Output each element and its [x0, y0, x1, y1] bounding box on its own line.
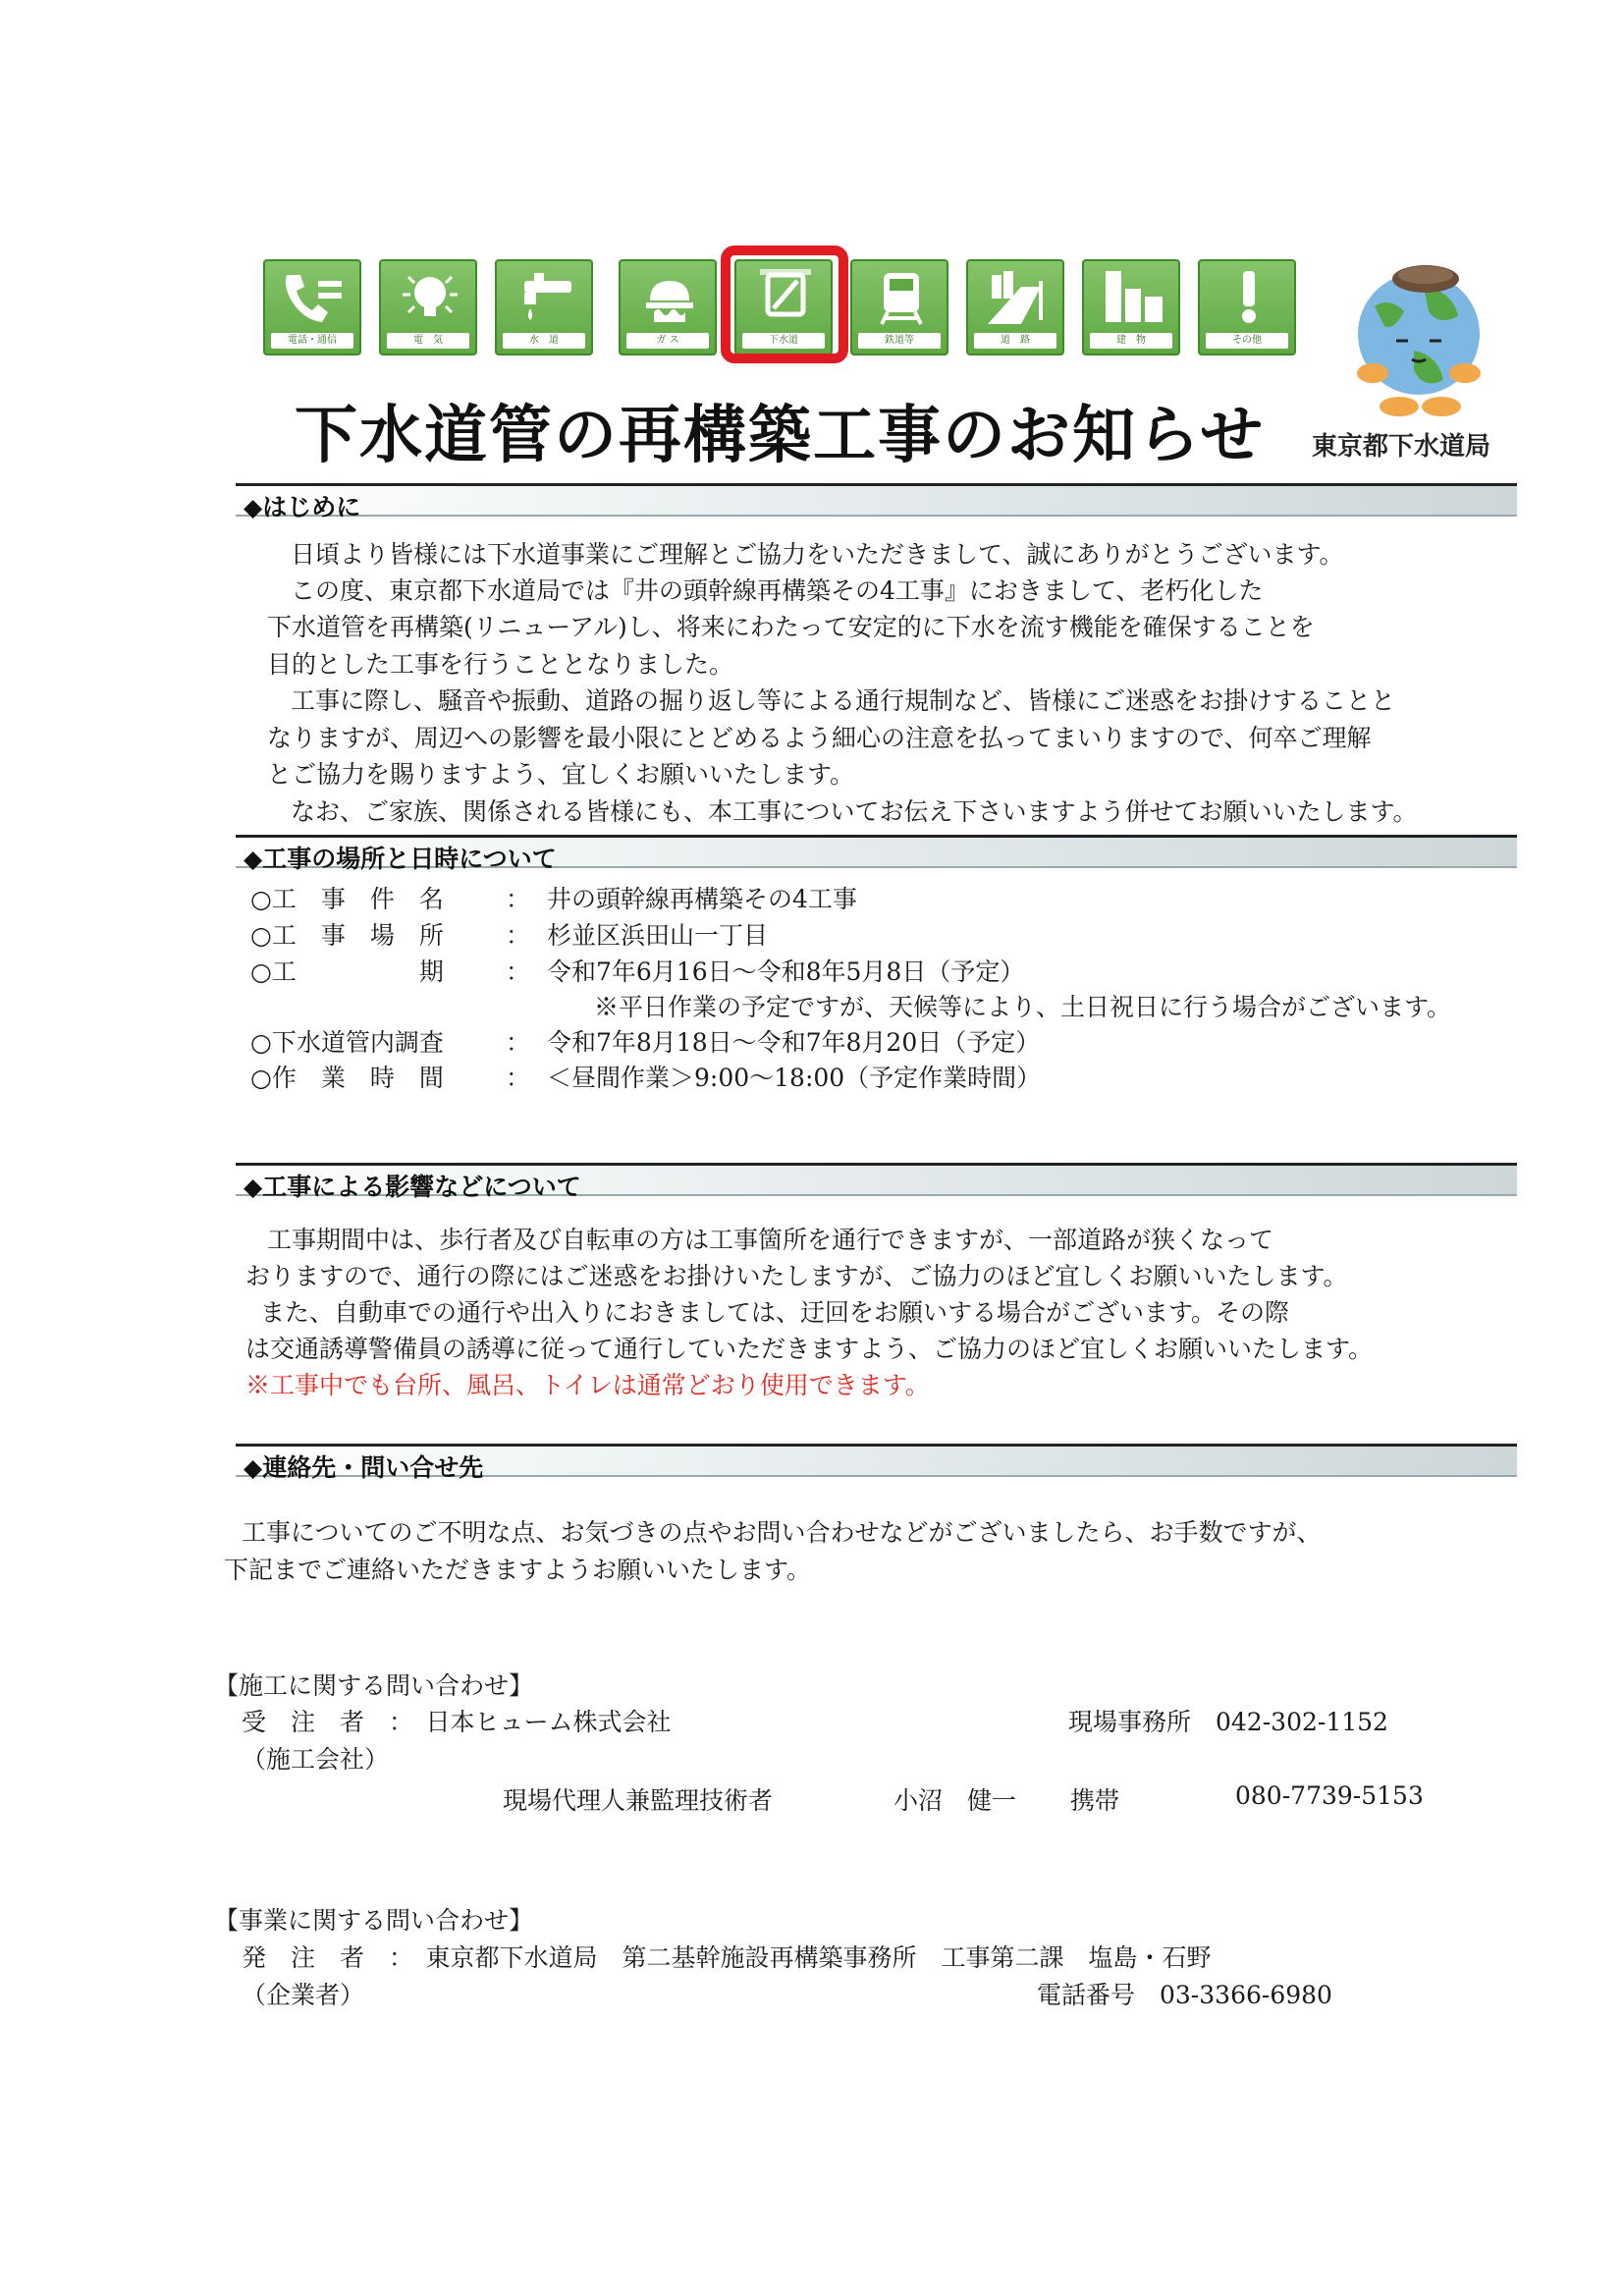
schedule-value: ＜昼間作業＞9:00～18:00（予定作業時間） [547, 1064, 1042, 1092]
icon-label: 鉄道等 [858, 333, 941, 349]
railway-category-icon [850, 259, 948, 355]
mobile-phone: 080-7739-5153 [1235, 1781, 1424, 1810]
intro-line: 日頃より皆様には下水道事業にご理解とご協力をいただきまして、誠にありがとうございます。 [291, 540, 1344, 569]
client-line: 発 注 者 ： 東京都下水道局 第二基幹施設再構築事務所 工事第二課 塩島・石野 [242, 1943, 1212, 1972]
telephone-icon [279, 267, 350, 328]
section-header-schedule [236, 835, 1517, 873]
globe-mascot-icon [1345, 257, 1492, 424]
lightbulb-icon [395, 267, 465, 328]
schedule-value: 井の頭幹線再構築その4工事 [547, 885, 857, 913]
contractor-line: 受 注 者 ： 日本ヒューム株式会社 [242, 1708, 672, 1736]
mobile-label: 携帯 [1070, 1786, 1120, 1815]
schedule-label: ○作 業 時 間 [250, 1064, 444, 1092]
icon-label: 建 物 [1090, 333, 1172, 349]
section-header-contact [236, 1444, 1517, 1482]
sewer-icon-highlight [721, 246, 848, 363]
page-title: 下水道管の再構築工事のお知らせ [295, 400, 1266, 472]
bureau-name: 東京都下水道局 [1312, 432, 1491, 462]
schedule-label: ○工 事 場 所 [250, 921, 444, 950]
section-heading: ◆工事の場所と日時について [244, 845, 557, 873]
intro-line: この度、東京都下水道局では『井の頭幹線再構築その4工事』におきまして、老朽化した [291, 576, 1264, 605]
building-category-icon [1082, 259, 1180, 355]
schedule-colon: ： [506, 1064, 531, 1092]
section-heading: ◆はじめに [244, 493, 361, 521]
schedule-colon: ： [506, 957, 531, 986]
gas-category-icon [619, 259, 717, 355]
intro-line: なりますが、周辺への影響を最小限にとどめるよう細心の注意を払ってまいりますので、何卒ご理解 [267, 724, 1372, 752]
schedule-value: 杉並区浜田山一丁目 [547, 921, 769, 950]
client-type: （企業者） [242, 1981, 365, 2009]
schedule-label: ○工 期 [250, 957, 444, 986]
schedule-value: 令和7年6月16日～令和8年5月8日（予定） [547, 957, 1025, 986]
contact-line: 下記までご連絡いただきますようお願いいたします。 [224, 1556, 812, 1584]
intro-line: とご協力を賜りますよう、宜しくお願いいたします。 [267, 760, 855, 789]
icon-label: 電 気 [387, 333, 469, 349]
section-heading: ◆連絡先・問い合せ先 [244, 1453, 484, 1482]
road-icon [982, 267, 1053, 328]
intro-line: 下水道管を再構築(リニューアル)し、将来にわたって安定的に下水を流す機能を確保することを [267, 613, 1315, 641]
schedule-label: ○工 事 件 名 [250, 885, 444, 913]
schedule-value: 令和7年8月18日～令和7年8月20日（予定） [547, 1028, 1041, 1057]
section-header-intro [236, 483, 1517, 521]
construction-contact-heading: 【施工に関する問い合わせ】 [214, 1671, 534, 1700]
faucet-icon [511, 267, 581, 328]
other-category-icon [1198, 259, 1296, 355]
section-heading: ◆工事による影響などについて [244, 1173, 581, 1201]
impact-line: また、自動車での通行や出入りにおきましては、迂回をお願いする場合がございます。その際 [260, 1298, 1290, 1327]
icon-label: 水 道 [503, 333, 585, 349]
train-icon [866, 267, 937, 328]
impact-line: おりますので、通行の際にはご迷惑をお掛けいたしますが、ご協力のほど宜しくお願いいたします。 [245, 1262, 1348, 1290]
icon-label: 道 路 [974, 333, 1056, 349]
schedule-colon: ： [506, 921, 531, 950]
schedule-colon: ： [506, 1028, 531, 1057]
impact-line: 工事期間中は、歩行者及び自転車の方は工事箇所を通行できますが、一部道路が狭くなって [267, 1226, 1274, 1254]
icon-label: 電話・通信 [271, 333, 353, 349]
site-agent-name: 小沼 健一 [893, 1786, 1017, 1815]
icon-label: その他 [1206, 333, 1288, 349]
electricity-category-icon [379, 259, 477, 355]
business-contact-heading: 【事業に関する問い合わせ】 [214, 1906, 534, 1935]
schedule-weather-note: ※平日作業の予定ですが、天候等により、土日祝日に行う場合がございます。 [594, 993, 1452, 1021]
water-category-icon [495, 259, 593, 355]
phone-category-icon [263, 259, 361, 355]
impact-line: は交通誘導警備員の誘導に従って通行していただきますよう、ご協力のほど宜しくお願いいたします。 [245, 1335, 1374, 1363]
intro-line: 工事に際し、騒音や振動、道路の掘り返し等による通行規制など、皆様にご迷惑をお掛けすることと [291, 686, 1396, 715]
icon-label: 下水道 [742, 333, 825, 349]
contact-line: 工事についてのご不明な点、お気づきの点やお問い合わせなどがございましたら、お手数ですが、 [242, 1518, 1322, 1547]
section-header-impact [236, 1163, 1517, 1201]
intro-line: 目的とした工事を行うこととなりました。 [267, 650, 734, 679]
road-category-icon [966, 259, 1064, 355]
exclamation-icon [1214, 267, 1284, 328]
client-phone: 電話番号 03-3366-6980 [1037, 1981, 1332, 2009]
kettle-icon [634, 267, 705, 328]
icon-label: ガ ス [626, 333, 709, 349]
schedule-colon: ： [506, 885, 531, 913]
site-office-phone: 現場事務所 042-302-1152 [1068, 1708, 1388, 1736]
site-agent-role: 現場代理人兼監理技術者 [503, 1786, 774, 1815]
schedule-label: ○下水道管内調査 [250, 1028, 444, 1057]
building-icon [1098, 267, 1168, 328]
intro-line: なお、ご家族、関係される皆様にも、本工事についてお伝え下さいますよう併せてお願いいたします。 [291, 797, 1418, 826]
contractor-type: （施工会社） [242, 1745, 390, 1774]
impact-note: ※工事中でも台所、風呂、トイレは通常どおり使用できます。 [245, 1371, 930, 1399]
